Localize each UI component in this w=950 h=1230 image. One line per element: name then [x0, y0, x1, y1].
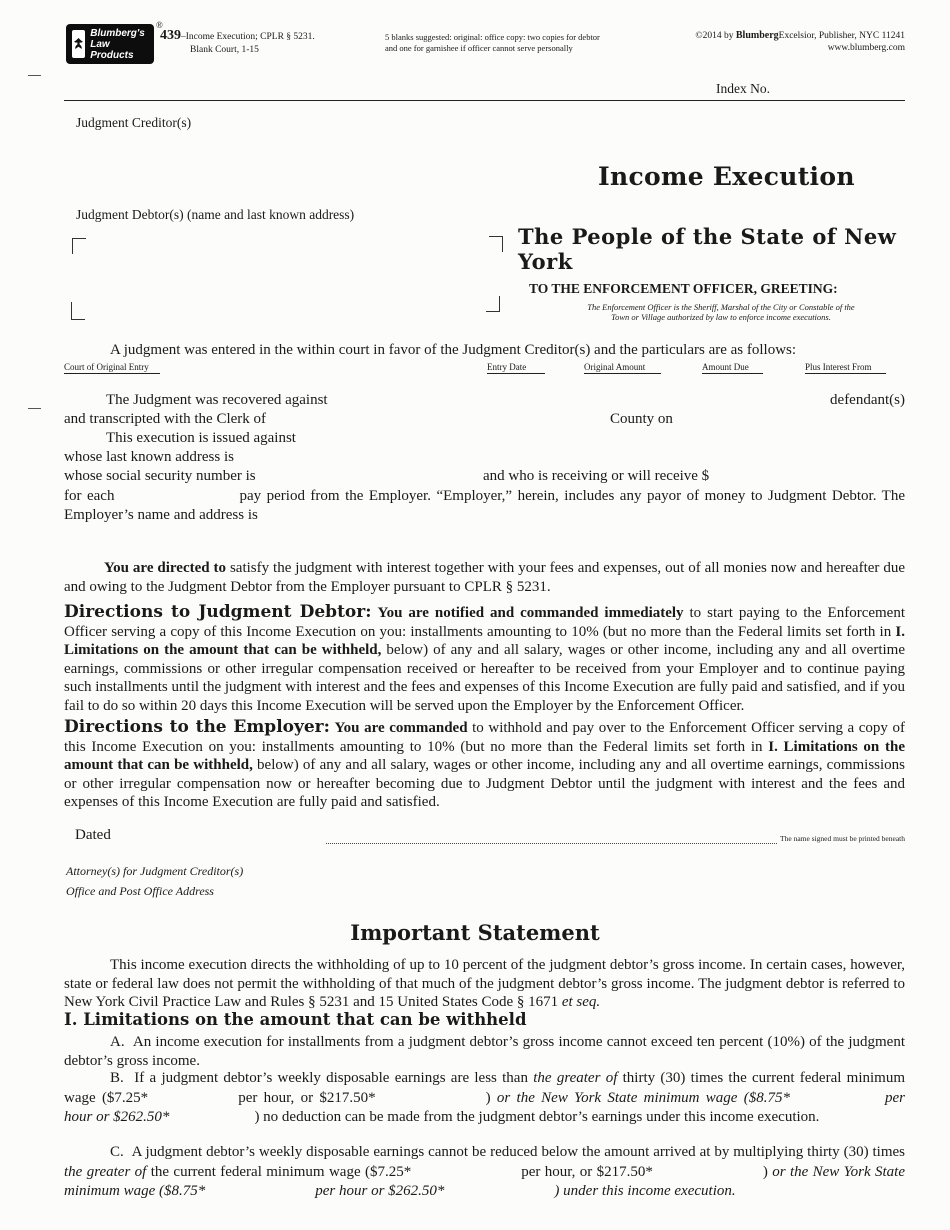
usage-note	[385, 32, 600, 54]
last-known-address-text: whose last known address is	[64, 449, 234, 465]
copyright-prefix: ©2014 by	[695, 31, 736, 41]
ssn-line	[64, 468, 905, 487]
dated-row	[75, 827, 905, 844]
limitation-b-s3: thirty (30) times the current federal minimum wage ($7.25*	[64, 1070, 905, 1106]
form-edition: Blank Court, 1-15	[190, 45, 259, 55]
last-known-address-line	[64, 449, 905, 468]
people-of-state-title: The People of the State of New York	[518, 224, 897, 274]
logo-brand-line1: Blumberg's	[90, 27, 145, 39]
limitation-c-s8: ) under this income execution.	[554, 1183, 736, 1199]
important-statement-body	[64, 956, 905, 1012]
limitation-c-blank-4	[444, 1193, 554, 1195]
usage-note-line2: and one for garnishee if officer cannot serve personally	[385, 43, 573, 53]
important-statement-title: Important Statement	[350, 920, 600, 945]
limitation-a: A. An income execution for installments from a judgment debtor’s gross income cannot exceed ten percent (10%) of the judgment debtor’s gross income.	[64, 1034, 905, 1069]
limitation-b-s5: )	[485, 1089, 497, 1106]
directions-debtor-bold-ref: I. Limitations on the amount that can be withheld,	[64, 623, 905, 658]
directed-paragraph	[64, 559, 905, 596]
limitation-b-blank-4	[169, 1119, 254, 1121]
limitation-c-s3: the current federal minimum wage ($7.25*	[146, 1163, 412, 1180]
margin-tick-top	[28, 75, 41, 76]
limitation-b-s7: per hour or $262.50*	[64, 1089, 905, 1125]
recovered-against-text: The Judgment was recovered against	[106, 392, 328, 408]
limitation-c-s2: the greater of	[64, 1163, 147, 1180]
address-corner-top-right	[489, 236, 503, 252]
copyright-brand: Blumberg	[735, 30, 779, 41]
directions-debtor-text2: below) of any and all salary, wages or other income, including any and all overtime earnings, commissions or other irregular compensation received or hereafter to be received from your Employer and to continue paying such installments until the judgment with interest and the fees and expenses of this Income Execution are fully paid and satisfied, and if you fail to do so within 20 days this Income Execution will be served upon the Employer by the Enforcement Officer.	[64, 642, 905, 714]
logo-brand-line2: Law Products	[90, 38, 134, 61]
pay-period-blank-field	[114, 498, 239, 500]
directions-employer-lead: You are commanded	[334, 720, 468, 736]
pay-period-line	[64, 487, 905, 524]
form-number: 439	[160, 28, 181, 43]
directions-employer-bold-ref: I. Limitations on the amount that can be withheld,	[64, 738, 905, 773]
enforcement-officer-greeting: TO THE ENFORCEMENT OFFICER, GREETING:	[529, 281, 838, 296]
directions-employer	[64, 718, 905, 812]
directions-employer-text1: to withhold and pay over to the Enforcement Officer serving a copy of this Income Execution on you: installments amounting to 10% (but no more than the Federal limits set forth in	[64, 720, 905, 755]
particulars-header-entry-date: Entry Date	[487, 362, 545, 374]
limitation-c-s7: per hour or $262.50*	[315, 1183, 445, 1199]
office-address-caption: Office and Post Office Address	[66, 884, 214, 898]
directions-debtor-lead: You are notified and commanded immediately	[377, 605, 684, 621]
for-each-text: for each	[64, 488, 115, 504]
enforcement-officer-note	[535, 302, 907, 322]
document-title: Income Execution	[598, 162, 855, 191]
issued-against-text: This execution is issued against	[106, 430, 296, 446]
particulars-header-original-amount: Original Amount	[584, 362, 661, 374]
margin-tick-mid	[28, 408, 41, 409]
ssn-text: whose social security number is	[64, 468, 256, 484]
copyright-line	[695, 30, 905, 42]
limitation-b-s8: ) no deduction can be made from the judgment debtor’s earnings under this income execution.	[254, 1109, 820, 1125]
limitation-b-blank-1	[148, 1100, 238, 1102]
copyright-suffix: Excelsior, Publisher, NYC 11241	[778, 31, 905, 41]
directed-lead: You are directed to	[104, 560, 227, 576]
directions-debtor-text1: to start paying to the Enforcement Officer serving a copy of this Income Execution on you: installments amounting to 10% (but no more than the Federal limits set forth in	[64, 605, 905, 640]
limitation-b-blank-3	[790, 1100, 885, 1102]
limitation-c	[64, 1143, 905, 1202]
limitation-b	[64, 1069, 905, 1128]
judgment-intro: A judgment was entered in the within court in favor of the Judgment Creditor(s) and the particulars are as follows:	[110, 342, 797, 358]
defendants-text: defendant(s)	[830, 392, 905, 408]
directions-debtor-heading: Directions to Judgment Debtor:	[64, 602, 372, 622]
website-text: www.blumberg.com	[827, 43, 905, 53]
limitation-c-s4: per hour, or $217.50*	[521, 1163, 653, 1180]
form-id-line	[160, 27, 315, 44]
usage-note-line1: 5 blanks suggested: original: office copy: two copies for debtor	[385, 32, 600, 42]
judgment-debtor-label: Judgment Debtor(s) (name and last known address)	[76, 207, 355, 222]
blumberg-logo	[66, 24, 154, 64]
directions-judgment-debtor	[64, 603, 905, 715]
address-corner-top-left	[72, 238, 86, 254]
limitation-c-s1: C. A judgment debtor’s weekly disposable earnings cannot be reduced below the amount arrived at by multiplying thirty (30) times	[110, 1144, 905, 1160]
form-title: –Income Execution; CPLR § 5231.	[181, 32, 315, 42]
registered-trademark-symbol: ®	[156, 20, 163, 30]
enforcement-note-line1: The Enforcement Officer is the Sheriff, Marshal of the City or Constable of the	[587, 302, 855, 312]
directions-employer-heading: Directions to the Employer:	[64, 717, 330, 737]
header-rule	[64, 100, 905, 101]
signature-dotted-line	[326, 831, 777, 844]
limitation-c-blank-3	[205, 1193, 315, 1195]
et-seq-text: et seq.	[561, 994, 601, 1010]
copyright-block	[695, 30, 905, 54]
directions-employer-text2: below) of any and all salary, wages or other income, including any and all overtime earnings, commissions or other irregular compensation now or hereafter becoming due to Judgment Debtor until the judgment with interest and the fees and expenses of this Income Execution are fully paid and satisfied.	[64, 757, 905, 810]
limitation-b-s2: the greater of	[533, 1070, 618, 1086]
address-corner-bottom-left	[71, 302, 85, 320]
limitation-c-s6: or the New York State minimum wage ($8.75*	[64, 1163, 906, 1199]
receiving-text: and who is receiving or will receive $	[483, 468, 710, 484]
form-id-block	[160, 27, 315, 55]
enforcement-note-line2: Town or Village authorized by law to enforce income executions.	[611, 312, 831, 322]
important-statement-text: This income execution directs the withholding of up to 10 percent of the judgment debtor’s gross income. In certain cases, however, state or federal law does not permit the withholding of that much of the judgment debtor’s gross income. The judgment debtor is referred to New York Civil Practice Law and Rules § 5231 and 15 United States Code § 1671	[64, 957, 905, 1010]
county-on-text: County on	[610, 411, 673, 427]
signature-note: The name signed must be printed beneath	[780, 834, 905, 843]
limitation-b-s4: per hour, or $217.50*	[238, 1089, 376, 1106]
transcripted-line	[64, 411, 905, 430]
directed-body: satisfy the judgment with interest together with your fees and expenses, out of all monies now and hereafter due and owing to the Judgment Debtor from the Employer pursuant to CPLR § 5231.	[64, 560, 905, 595]
judgment-creditor-label: Judgment Creditor(s)	[76, 115, 192, 130]
index-no-label: Index No.	[716, 81, 770, 96]
judgment-particulars	[64, 392, 905, 524]
particulars-header-amount-due: Amount Due	[702, 362, 763, 374]
address-corner-bottom-right	[486, 296, 500, 312]
limitation-b-s1: B. If a judgment debtor’s weekly disposable earnings are less than	[110, 1070, 534, 1086]
limitation-b-s6: or the New York State minimum wage ($8.75*	[496, 1089, 790, 1106]
limitation-b-blank-2	[376, 1100, 486, 1102]
transcripted-text: and transcripted with the Clerk of	[64, 411, 267, 427]
particulars-header-plus-interest: Plus Interest From	[805, 362, 886, 374]
limitation-c-blank-2	[653, 1174, 763, 1176]
dated-label: Dated	[75, 827, 111, 843]
limitations-heading: I. Limitations on the amount that can be withheld	[64, 1010, 527, 1029]
attorney-caption: Attorney(s) for Judgment Creditor(s)	[66, 864, 244, 878]
pay-period-text: pay period from the Employer. “Employer,” herein, includes any payor of money to Judgment Debtor. The Employer’s name and address is	[64, 488, 905, 523]
limitation-c-s5: )	[762, 1163, 773, 1180]
issued-against-line	[64, 430, 905, 449]
recovered-against-line	[64, 392, 905, 411]
blumberg-eagle-icon	[72, 30, 85, 58]
particulars-header-court: Court of Original Entry	[64, 362, 160, 374]
limitation-c-blank-1	[411, 1174, 521, 1176]
